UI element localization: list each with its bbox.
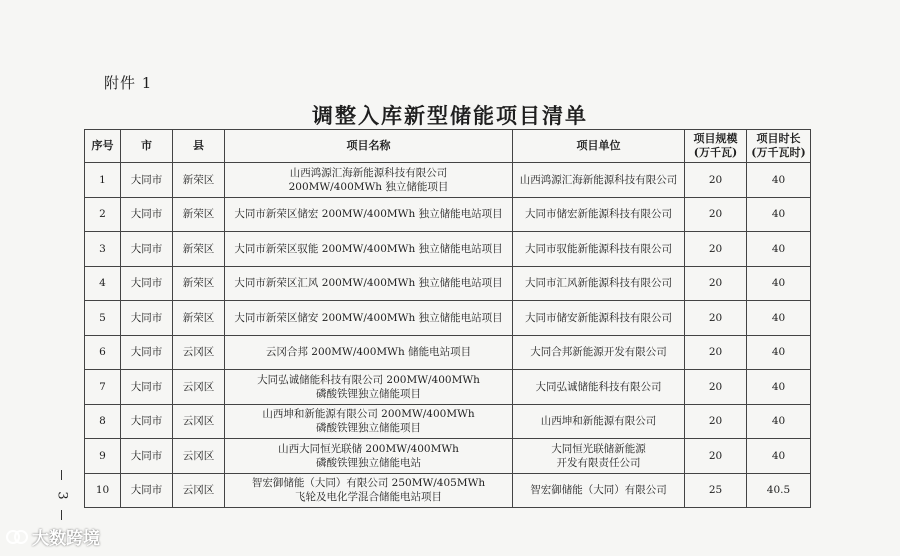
cell-project-name: 山西鸿源汇海新能源科技有限公司 200MW/400MWh 独立储能项目 bbox=[225, 163, 513, 198]
cell-project-unit: 大同恒光联储新能源 开发有限责任公司 bbox=[513, 439, 685, 474]
cell-project-unit: 智宏御储能（大同）有限公司 bbox=[513, 473, 685, 508]
table-row bbox=[85, 232, 811, 267]
table-row bbox=[85, 163, 811, 198]
cell-duration: 40 bbox=[747, 163, 811, 198]
cell-county: 新荣区 bbox=[173, 197, 225, 232]
cell-index: 5 bbox=[85, 301, 121, 336]
cell-project-unit: 大同市储安新能源科技有限公司 bbox=[513, 301, 685, 336]
cell-city: 大同市 bbox=[121, 370, 173, 405]
cell-project-unit: 大同市驭能新能源科技有限公司 bbox=[513, 232, 685, 267]
project-table bbox=[84, 129, 811, 508]
cell-index: 7 bbox=[85, 370, 121, 405]
cell-city: 大同市 bbox=[121, 404, 173, 439]
cell-project-name: 山西坤和新能源有限公司 200MW/400MWh 磷酸铁锂独立储能项目 bbox=[225, 404, 513, 439]
cell-scale: 20 bbox=[685, 439, 747, 474]
cell-county: 新荣区 bbox=[173, 301, 225, 336]
cell-project-name: 大同市新荣区储宏 200MW/400MWh 独立储能电站项目 bbox=[225, 197, 513, 232]
column-header: 市 bbox=[121, 130, 173, 163]
page-number-text: 3 bbox=[54, 490, 70, 500]
cell-project-unit: 大同合邦新能源开发有限公司 bbox=[513, 335, 685, 370]
cell-project-name: 大同市新荣区驭能 200MW/400MWh 独立储能电站项目 bbox=[225, 232, 513, 267]
column-header: 项目规模 (万千瓦) bbox=[685, 130, 747, 163]
cell-city: 大同市 bbox=[121, 163, 173, 198]
cell-city: 大同市 bbox=[121, 439, 173, 474]
table-row bbox=[85, 404, 811, 439]
cell-county: 新荣区 bbox=[173, 232, 225, 267]
cell-scale: 20 bbox=[685, 232, 747, 267]
cell-county: 云冈区 bbox=[173, 404, 225, 439]
column-header: 序号 bbox=[85, 130, 121, 163]
page-number bbox=[52, 470, 72, 520]
cell-city: 大同市 bbox=[121, 197, 173, 232]
table-row bbox=[85, 266, 811, 301]
cell-duration: 40 bbox=[747, 439, 811, 474]
cell-project-name: 大同市新荣区储安 200MW/400MWh 独立储能电站项目 bbox=[225, 301, 513, 336]
cell-scale: 20 bbox=[685, 163, 747, 198]
cell-scale: 20 bbox=[685, 404, 747, 439]
cell-duration: 40 bbox=[747, 232, 811, 267]
cell-scale: 20 bbox=[685, 266, 747, 301]
cell-scale: 20 bbox=[685, 197, 747, 232]
cell-county: 云冈区 bbox=[173, 335, 225, 370]
cell-index: 10 bbox=[85, 473, 121, 508]
column-header: 项目时长 (万千瓦时) bbox=[747, 130, 811, 163]
cell-county: 新荣区 bbox=[173, 266, 225, 301]
cell-index: 2 bbox=[85, 197, 121, 232]
column-header: 项目单位 bbox=[513, 130, 685, 163]
cell-county: 云冈区 bbox=[173, 439, 225, 474]
cell-index: 4 bbox=[85, 266, 121, 301]
cell-scale: 20 bbox=[685, 335, 747, 370]
cell-city: 大同市 bbox=[121, 301, 173, 336]
page-number-dash bbox=[61, 470, 62, 480]
table-body bbox=[85, 163, 811, 508]
cell-city: 大同市 bbox=[121, 232, 173, 267]
cell-duration: 40 bbox=[747, 370, 811, 405]
cell-index: 3 bbox=[85, 232, 121, 267]
cell-index: 8 bbox=[85, 404, 121, 439]
cell-project-unit: 大同市储宏新能源科技有限公司 bbox=[513, 197, 685, 232]
watermark-logo-icon bbox=[6, 527, 28, 547]
cell-city: 大同市 bbox=[121, 335, 173, 370]
table-row bbox=[85, 335, 811, 370]
cell-scale: 20 bbox=[685, 301, 747, 336]
table-row bbox=[85, 473, 811, 508]
cell-project-name: 大同弘诚储能科技有限公司 200MW/400MWh 磷酸铁锂独立储能项目 bbox=[225, 370, 513, 405]
table-row bbox=[85, 370, 811, 405]
document-title: 调整入库新型储能项目清单 bbox=[312, 103, 588, 128]
cell-county: 云冈区 bbox=[173, 473, 225, 508]
page-number-dash bbox=[61, 510, 62, 520]
cell-duration: 40 bbox=[747, 197, 811, 232]
cell-duration: 40 bbox=[747, 404, 811, 439]
cell-project-name: 山西大同恒光联储 200MW/400MWh 磷酸铁锂独立储能电站 bbox=[225, 439, 513, 474]
cell-index: 9 bbox=[85, 439, 121, 474]
cell-duration: 40 bbox=[747, 335, 811, 370]
cell-project-name: 大同市新荣区汇风 200MW/400MWh 独立储能电站项目 bbox=[225, 266, 513, 301]
cell-index: 6 bbox=[85, 335, 121, 370]
cell-project-unit: 山西鸿源汇海新能源科技有限公司 bbox=[513, 163, 685, 198]
cell-index: 1 bbox=[85, 163, 121, 198]
watermark-text: 大数跨境 bbox=[32, 529, 100, 549]
cell-duration: 40 bbox=[747, 266, 811, 301]
column-header: 县 bbox=[173, 130, 225, 163]
column-header: 项目名称 bbox=[225, 130, 513, 163]
cell-scale: 25 bbox=[685, 473, 747, 508]
cell-project-name: 云冈合邦 200MW/400MWh 储能电站项目 bbox=[225, 335, 513, 370]
cell-duration: 40.5 bbox=[747, 473, 811, 508]
table-row bbox=[85, 197, 811, 232]
cell-project-name: 智宏御储能（大同）有限公司 250MW/405MWh 飞轮及电化学混合储能电站项目 bbox=[225, 473, 513, 508]
table-row bbox=[85, 301, 811, 336]
cell-county: 新荣区 bbox=[173, 163, 225, 198]
cell-city: 大同市 bbox=[121, 473, 173, 508]
cell-project-unit: 大同市汇风新能源科技有限公司 bbox=[513, 266, 685, 301]
attachment-label: 附件 1 bbox=[104, 74, 153, 92]
cell-scale: 20 bbox=[685, 370, 747, 405]
cell-project-unit: 大同弘诚储能科技有限公司 bbox=[513, 370, 685, 405]
cell-county: 云冈区 bbox=[173, 370, 225, 405]
watermark bbox=[6, 524, 100, 549]
cell-city: 大同市 bbox=[121, 266, 173, 301]
table-row bbox=[85, 439, 811, 474]
table-header-row bbox=[85, 130, 811, 163]
cell-project-unit: 山西坤和新能源有限公司 bbox=[513, 404, 685, 439]
cell-duration: 40 bbox=[747, 301, 811, 336]
